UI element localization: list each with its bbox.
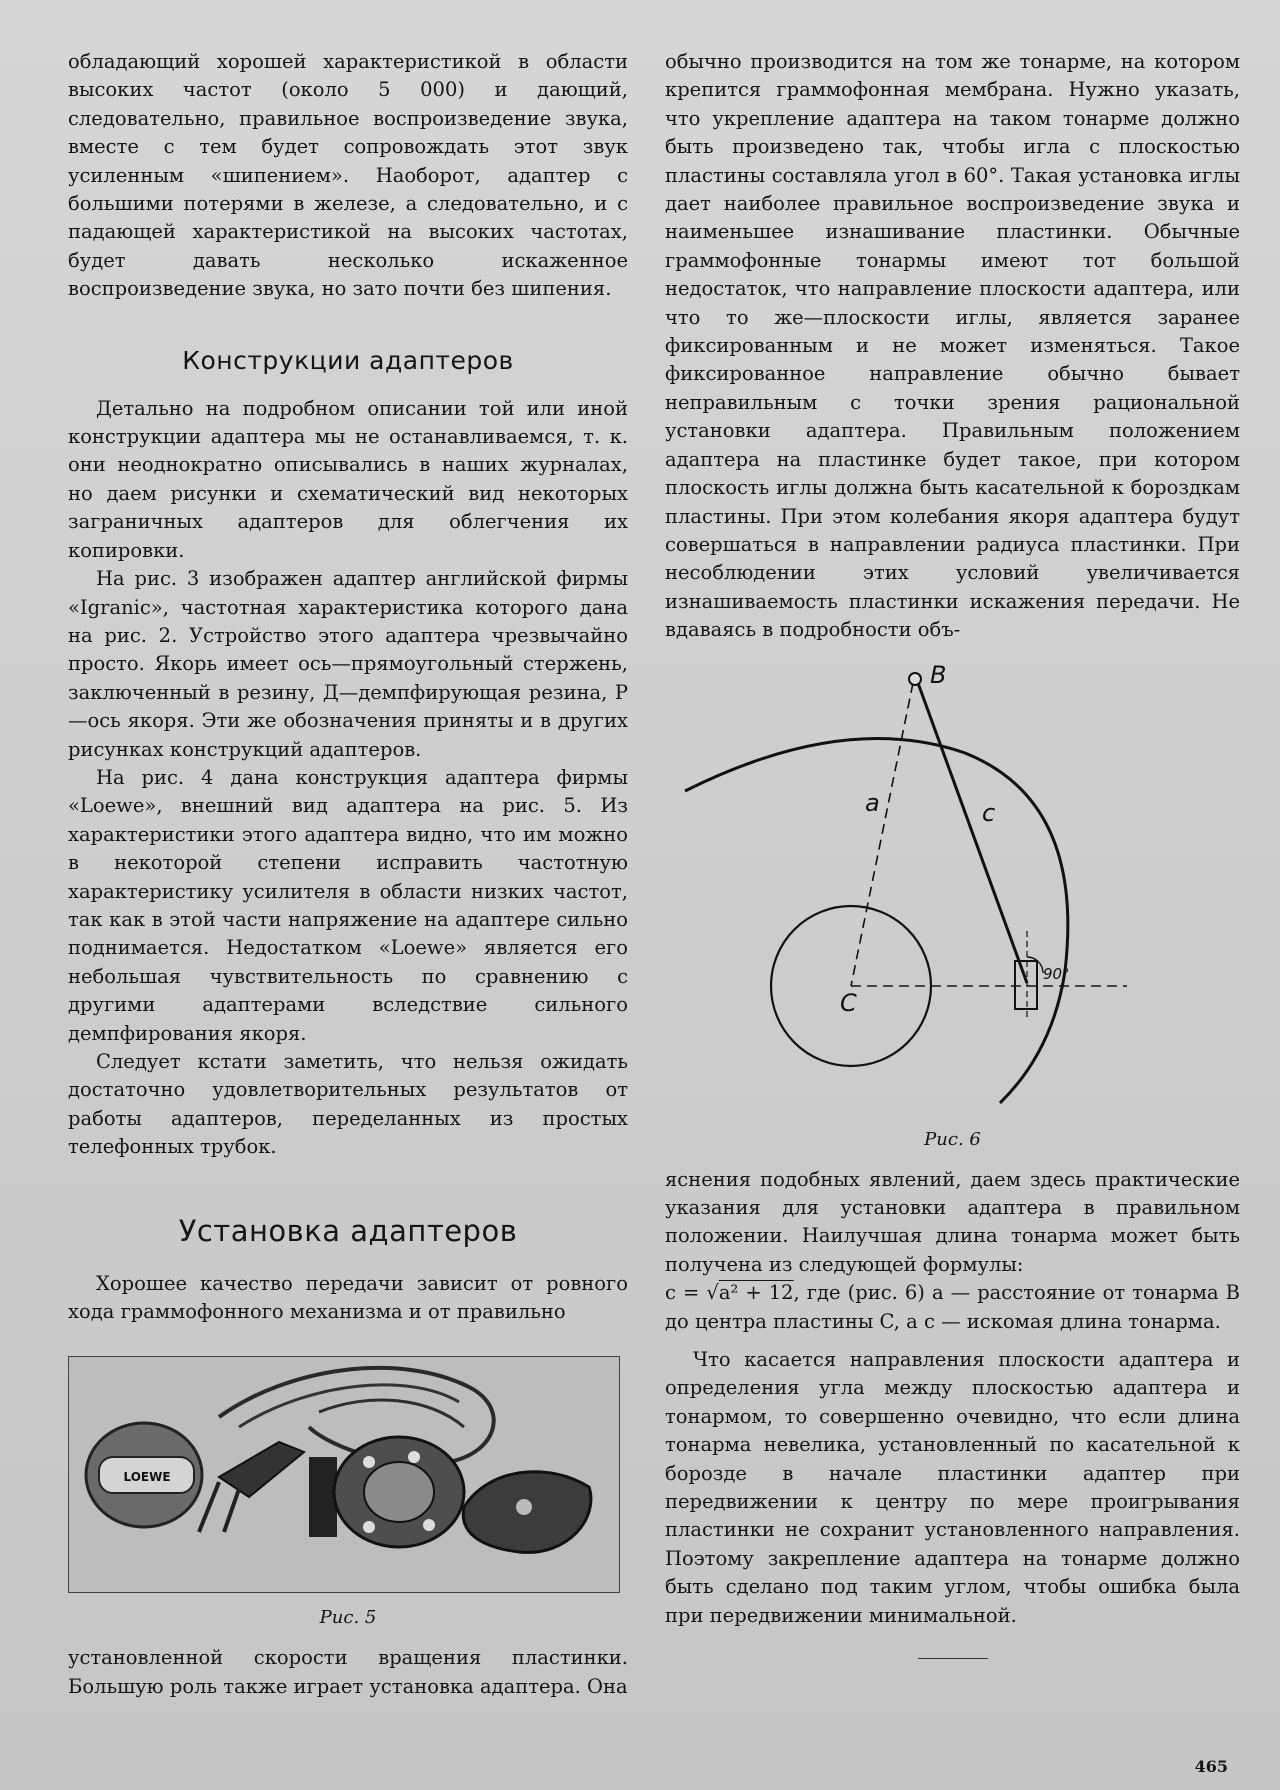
paragraph-installation-1: Хорошее качество передачи зависит от ровного хода граммофонного механизма и от правильно — [68, 1271, 628, 1324]
angle-arc — [1027, 957, 1043, 973]
label-C: C — [840, 988, 857, 1017]
figure-6-diagram — [665, 661, 1240, 1111]
left-column — [68, 48, 628, 1701]
label-a: a — [865, 788, 880, 817]
label-angle: 90° — [1043, 964, 1070, 983]
paragraph-installation-2: установленной скорости вращения пластинки. Большую роль также играет установка адаптера. Она — [68, 1646, 628, 1698]
adapter-photo-illustration — [69, 1357, 619, 1592]
formula-explanation: , где (рис. 6) a — расстояние от тонарма B до центра пластины C, а c — искомая длина тонарма. — [665, 1281, 1240, 1333]
heading-installation: Установка адаптеров — [178, 1213, 518, 1248]
figure-5-caption: Рис. 5 — [319, 1607, 377, 1629]
paragraph-constructions-4: Следует кстати заметить, что нельзя ожидать достаточно удовлетворительных результатов от работы адаптеров, переделанных из простых телефонных трубок. — [68, 1050, 628, 1159]
formula-lhs: c = √ — [665, 1281, 719, 1305]
label-c: c — [982, 798, 996, 827]
paragraph-continued-2: яснения подобных явлений, даем здесь практические указания для установки адаптера в правильном положении. Наилучшая длина тонарма может быть получена из следующей формулы: — [665, 1167, 1240, 1276]
distance-a-line — [851, 683, 913, 986]
paragraph-constructions-2: На рис. 3 изображен адаптер английской фирмы «Igranic», частотная характеристика которого дана на рис. 2. Устройство этого адаптера чрезвычайно просто. Якорь имеет ось—прямоугольный стержень, заключенный в резину, Д—демпфирующая резина, Р—ось якоря. Эти же обозначения приняты и в других рисунках конструкций адаптеров. — [68, 567, 628, 761]
adapter-rectangle — [1015, 961, 1037, 1009]
paragraph-constructions-3: На рис. 4 дана конструкция адаптера фирмы «Loewe», внешний вид адаптера на рис. 5. Из характеристики этого адаптера видно, что им можно в некоторой степени исправить частотную характеристику усилителя в области низких частот, так как в этой части напряжение на адаптере сильно поднимается. Недостатком «Loewe» является его небольшая чувствительность по сравнению с другими адаптерами вследствие сильного демпфирования якоря. — [68, 765, 628, 1045]
page-number: 465 — [1194, 1757, 1228, 1776]
end-rule — [918, 1658, 988, 1659]
heading-constructions: Конструкции адаптеров — [182, 345, 514, 375]
paragraph-continued-1: обычно производится на том же тонарме, на котором крепится граммофонная мембрана. Нужно указать, что укрепление адаптера на таком тонарме должно быть произведено так, чтобы игла с плоскостью пластины составляла угол в 60°. Такая установка иглы дает наиболее правильное воспроизведение звука и наименьшее изнашивание пластинки. Обычные граммофонные тонармы имеют тот большой недостаток, что направление плоскости адаптера, или что то же—плоскости иглы, является заранее фиксированным и не может изменяться. Такое фиксированное направление обычно бывает неправильным с точки зрения рациональной установки адаптера. Правильным положением адаптера на пластинке будет такое, при котором плоскость иглы должна быть касательной к бороздкам пластины. При этом колебания якоря адаптера будут совершаться в направлении радиуса пластинки. При несоблюдении этих условий увеличивается изнашиваемость пластинки искажения передачи. Не вдаваясь в подробности объ- — [665, 50, 1240, 642]
formula-paragraph — [665, 1279, 1240, 1336]
photo-logo-text: LOEWE — [123, 1470, 171, 1485]
tonearm-pivot-point — [909, 673, 921, 685]
paragraph-continued-3: Что касается направления плоскости адаптера и определения угла между плоскостью адаптера и тонармом, то совершенно очевидно, что если длина тонарма невелика, установленный по касательной к борозде в начале пластинки адаптер при передвижении к центру по мере проигрывания пластинки не сохранит установленного направления. Поэтому закрепление адаптера на тонарме должно быть сделано под таким углом, чтобы ошибка была при передвижении минимальной. — [665, 1347, 1240, 1627]
figure-5-photo — [68, 1356, 620, 1593]
right-column — [665, 48, 1240, 1659]
formula-radicand: a² + 12 — [718, 1281, 794, 1305]
paragraph-intro: обладающий хорошей характеристикой в области высоких частот (около 5 000) и дающий, следовательно, правильное воспроизведение звука, вместе с тем будет сопровождать этот звук усиленным «шипением». Наоборот, адаптер с большими потерями в железе, а следовательно, и с падающей характеристикой на высоких частотах, будет давать несколько искаженное воспроизведение звука, но зато почти без шипения. — [68, 50, 628, 301]
tonearm-c-line — [918, 683, 1027, 983]
label-B: B — [930, 660, 947, 689]
figure-6-caption: Рис. 6 — [924, 1128, 981, 1150]
paragraph-constructions-1: Детально на подробном описании той или иной конструкции адаптера мы не останавливаемся, т. к. они неоднократно описывались в наших журналах, но даем рисунки и схематический вид некоторых заграничных адаптеров для облегчения их копировки. — [68, 396, 628, 562]
